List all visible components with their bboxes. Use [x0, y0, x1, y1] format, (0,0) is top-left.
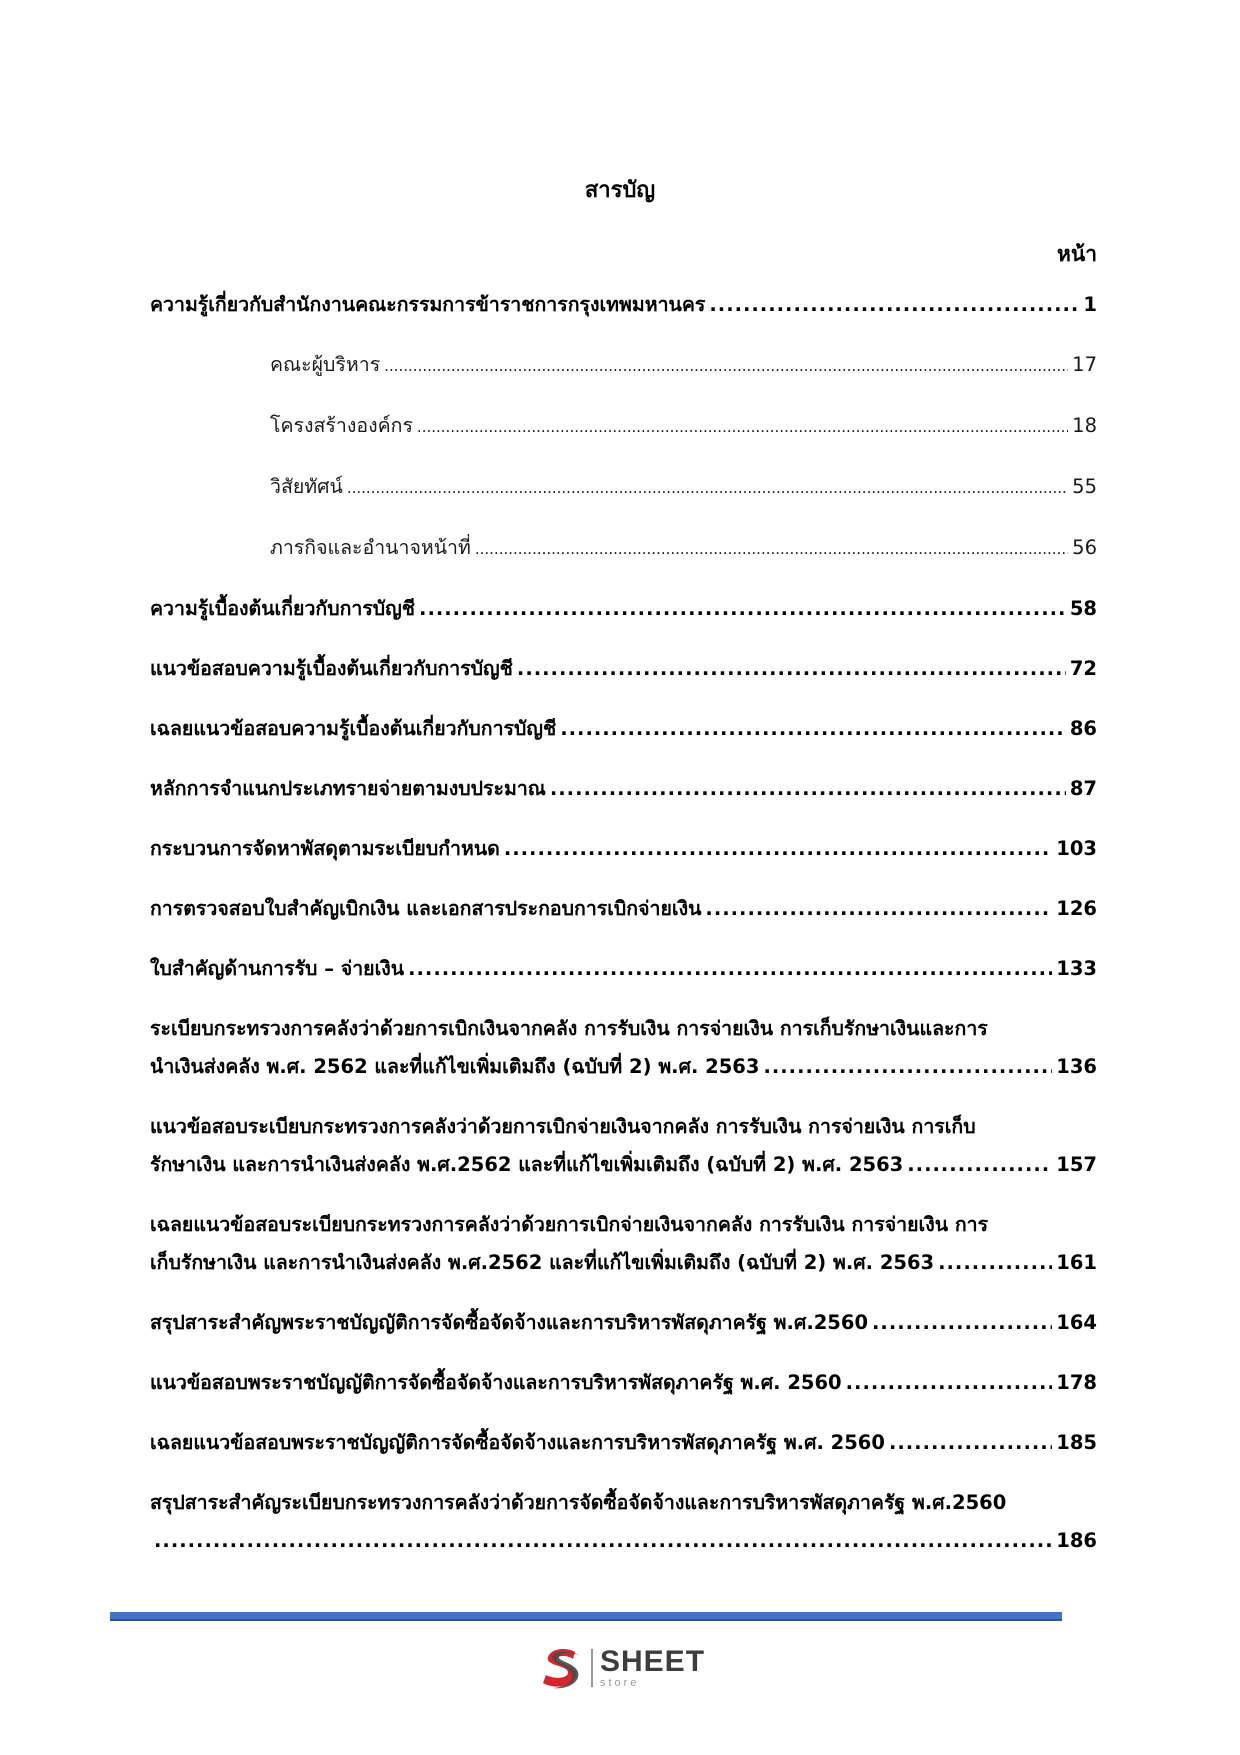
toc-entry[interactable]: [150, 1108, 1097, 1184]
dot-leader: [763, 1048, 1052, 1086]
toc-entry-label: ความรู้เบื้องต้นเกี่ยวกับการบัญชี: [150, 597, 416, 620]
toc-entry-label: แนวข้อสอบพระราชบัญญัติการจัดซื้อจัดจ้างและการบริหารพัสดุภาครัฐ พ.ศ. 2560: [150, 1371, 842, 1394]
toc-page-number: 136: [1056, 1055, 1097, 1078]
toc-subentry[interactable]: [150, 407, 1097, 446]
toc-page-number: 185: [1056, 1431, 1097, 1454]
toc-entry-label: วิสัยทัศน์: [270, 475, 343, 498]
footer-divider: [110, 1612, 1062, 1621]
dot-leader: [517, 650, 1066, 688]
toc-page-number: 72: [1069, 657, 1097, 680]
toc-entry-label-continued: รักษาเงิน และการนำเงินส่งคลัง พ.ศ.2562 และที่แก้ไขเพิ่มเติมถึง (ฉบับที่ 2) พ.ศ. 2563: [150, 1153, 904, 1176]
toc-page-number: 55: [1072, 475, 1097, 498]
toc-entry-label: สรุปสาระสำคัญระเบียบกระทรวงการคลังว่าด้วยการจัดซื้อจัดจ้างและการบริหารพัสดุภาครัฐ พ.ศ.2560: [150, 1491, 1007, 1514]
toc-entry-label: สรุปสาระสำคัญพระราชบัญญัติการจัดซื้อจัดจ้างและการบริหารพัสดุภาครัฐ พ.ศ.2560: [150, 1311, 869, 1334]
toc-subentry[interactable]: [150, 468, 1097, 507]
toc-entry-label: แนวข้อสอบระเบียบกระทรวงการคลังว่าด้วยการเบิกจ่ายเงินจากคลัง การรับเงิน การจ่ายเงิน การเก็บ: [150, 1115, 976, 1138]
toc-entry[interactable]: [150, 1364, 1097, 1402]
toc-entry-label: หลักการจำแนกประเภทรายจ่ายตามงบประมาณ: [150, 777, 546, 800]
logo-wordmark: SHEET: [600, 1645, 706, 1678]
toc-entry[interactable]: [150, 770, 1097, 808]
toc-entry-label: ความรู้เกี่ยวกับสำนักงานคณะกรรมการข้าราชการกรุงเทพมหานคร: [150, 293, 706, 316]
dot-leader: [907, 1146, 1052, 1184]
dot-leader: [938, 1244, 1052, 1282]
dot-leader: [550, 770, 1066, 808]
toc-entry-label: ภารกิจและอำนาจหน้าที่: [270, 536, 471, 559]
toc-page-number: 103: [1056, 837, 1097, 860]
dot-leader: [705, 890, 1052, 928]
toc-entry-label: การตรวจสอบใบสำคัญเบิกเงิน และเอกสารประกอบการเบิกจ่ายเงิน: [150, 897, 702, 920]
toc-entry-label: โครงสร้างองค์กร: [270, 414, 413, 437]
toc-entry[interactable]: [150, 830, 1097, 868]
page-number-column-header: หน้า: [1057, 242, 1097, 266]
toc-entry[interactable]: [150, 1206, 1097, 1282]
toc-page-number: 161: [1056, 1251, 1097, 1274]
toc-entry-label: ใบสำคัญด้านการรับ – จ่ายเงิน: [150, 957, 405, 980]
toc-entry-label: เฉลยแนวข้อสอบพระราชบัญญัติการจัดซื้อจัดจ้างและการบริหารพัสดุภาครัฐ พ.ศ. 2560: [150, 1431, 885, 1454]
toc-entry[interactable]: [150, 650, 1097, 688]
dot-leader: [889, 1424, 1052, 1462]
page-title: สารบัญ: [584, 178, 656, 203]
toc-subentry[interactable]: [150, 346, 1097, 385]
dot-leader: [504, 830, 1052, 868]
toc-page-number: 87: [1069, 777, 1097, 800]
toc-page-number: 1: [1083, 293, 1097, 316]
toc-entry[interactable]: [150, 890, 1097, 928]
table-of-contents: [150, 286, 1097, 1560]
dot-leader: [347, 468, 1068, 507]
toc-page-number: 133: [1056, 957, 1097, 980]
toc-page-number: 157: [1056, 1153, 1097, 1176]
dot-leader: [560, 710, 1066, 748]
dot-leader: [709, 286, 1079, 324]
toc-entry[interactable]: [150, 950, 1097, 988]
toc-page-number: 56: [1072, 536, 1097, 559]
sheet-store-logo: [537, 1640, 707, 1696]
dot-leader: [384, 346, 1068, 385]
dot-leader: [846, 1364, 1053, 1402]
toc-page-number: 58: [1069, 597, 1097, 620]
toc-entry[interactable]: [150, 1424, 1097, 1462]
toc-entry[interactable]: [150, 590, 1097, 628]
toc-entry-label: ระเบียบกระทรวงการคลังว่าด้วยการเบิกเงินจากคลัง การรับเงิน การจ่ายเงิน การเก็บรักษาเงินและการ: [150, 1017, 988, 1040]
toc-entry-label: คณะผู้บริหาร: [270, 353, 381, 376]
toc-page-number: 178: [1056, 1371, 1097, 1394]
toc-entry[interactable]: [150, 1484, 1097, 1560]
toc-page-number: 18: [1072, 414, 1097, 437]
toc-entry[interactable]: [150, 286, 1097, 324]
toc-entry[interactable]: [150, 710, 1097, 748]
toc-page-number: 164: [1056, 1311, 1097, 1334]
dot-leader: [154, 1522, 1052, 1560]
toc-subentry[interactable]: [150, 529, 1097, 568]
toc-entry-label: เฉลยแนวข้อสอบความรู้เบื้องต้นเกี่ยวกับการบัญชี: [150, 717, 557, 740]
toc-entry-label-continued: เก็บรักษาเงิน และการนำเงินส่งคลัง พ.ศ.2562 และที่แก้ไขเพิ่มเติมถึง (ฉบับที่ 2) พ.ศ. 2563: [150, 1251, 935, 1274]
toc-entry-label: เฉลยแนวข้อสอบระเบียบกระทรวงการคลังว่าด้วยการเบิกจ่ายเงินจากคลัง การรับเงิน การจ่ายเงิน การ: [150, 1213, 989, 1236]
dot-leader: [872, 1304, 1052, 1342]
dot-leader: [419, 590, 1066, 628]
dot-leader: [417, 407, 1068, 446]
toc-page-number: 17: [1072, 353, 1097, 376]
toc-page-number: 186: [1056, 1529, 1097, 1552]
dot-leader: [408, 950, 1052, 988]
dot-leader: [475, 529, 1068, 568]
logo-subtext: store: [600, 1677, 640, 1689]
toc-entry-label: กระบวนการจัดหาพัสดุตามระเบียบกำหนด: [150, 837, 500, 860]
toc-page-number: 126: [1056, 897, 1097, 920]
sheet-store-s-icon: [537, 1643, 587, 1693]
toc-entry[interactable]: [150, 1010, 1097, 1086]
logo-separator: [591, 1649, 593, 1687]
toc-entry[interactable]: [150, 1304, 1097, 1342]
toc-entry-label: แนวข้อสอบความรู้เบื้องต้นเกี่ยวกับการบัญชี: [150, 657, 513, 680]
toc-entry-label-continued: นำเงินส่งคลัง พ.ศ. 2562 และที่แก้ไขเพิ่มเติมถึง (ฉบับที่ 2) พ.ศ. 2563: [150, 1055, 760, 1078]
toc-page-number: 86: [1069, 717, 1097, 740]
